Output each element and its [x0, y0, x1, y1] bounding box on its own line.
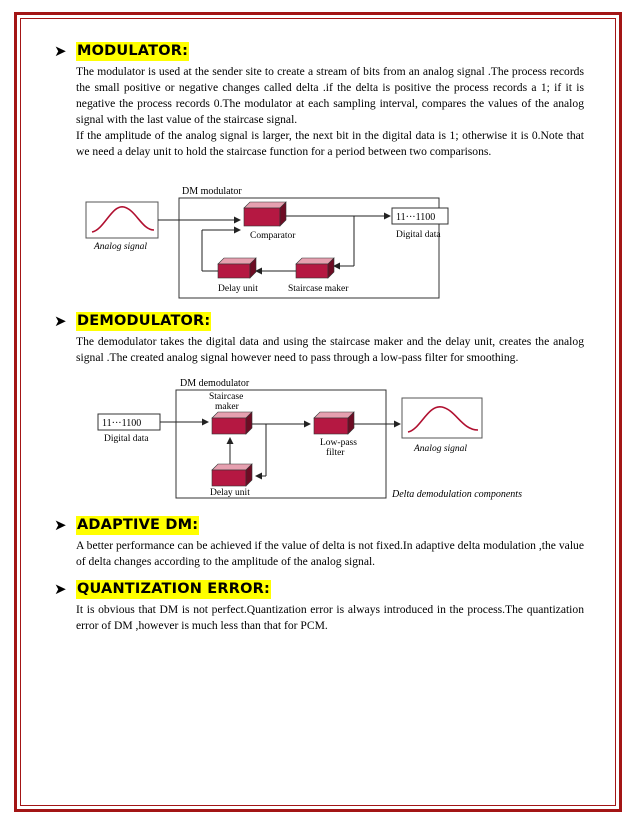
demodulation-caption: Delta demodulation components: [392, 489, 522, 500]
modulator-text-1: The modulator is used at the sender site to create a stream of bits from an analog signal .The process records the small positive or negative changes called delta .if the delta is positive the process records a 1; if it is negative the process records 0.The modulator at each sampling interval, compares the values of the analog signal with the last value of the staircase signal.: [76, 65, 584, 126]
modulator-paragraph: [76, 64, 584, 160]
delay-unit-block: [218, 258, 256, 278]
analog-signal-box: [402, 398, 482, 438]
quantization-heading: [54, 580, 584, 599]
staircase-label-line1: Staircase: [209, 392, 244, 402]
digital-bits: 11···1100: [102, 418, 142, 429]
staircase-maker-block: [212, 412, 252, 434]
delay-unit-label: Delay unit: [218, 284, 258, 294]
comparator-block: [244, 202, 286, 226]
dm-modulator-title: DM modulator: [182, 186, 242, 197]
adaptive-heading-text: ADAPTIVE DM:: [77, 517, 199, 533]
adaptive-heading: [54, 516, 584, 535]
staircase-maker-label: Staircase maker: [288, 284, 349, 294]
digital-data-label: Digital data: [396, 230, 441, 240]
low-pass-filter-block: [314, 412, 354, 434]
quantization-paragraph: [76, 602, 584, 634]
staircase-maker-block: [296, 258, 334, 278]
filter-label-line1: Low-pass: [320, 438, 357, 448]
filter-label-line2: filter: [326, 448, 345, 458]
demodulator-heading-text: DEMODULATOR:: [77, 313, 211, 329]
modulator-heading-text: MODULATOR:: [77, 43, 189, 59]
dm-modulator-diagram: [84, 180, 554, 302]
comparator-label: Comparator: [250, 231, 296, 241]
section-adaptive-dm: [54, 516, 584, 570]
modulator-heading: [54, 42, 584, 61]
section-modulator: [54, 42, 584, 160]
adaptive-text-1: A better performance can be achieved if the value of delta is not fixed.In adaptive delta modulation ,the value of delta changes according to the amplitude of the analog signal.: [76, 539, 584, 568]
delay-unit-block: [212, 464, 252, 486]
section-demodulator: [54, 312, 584, 366]
demodulator-heading: [54, 312, 584, 331]
quantization-text-1: It is obvious that DM is not perfect.Quantization error is always introduced in the process.The quantization error of DM ,however is much less than that for PCM.: [76, 603, 584, 632]
bullet-arrow-icon: ➤: [54, 580, 67, 598]
delay-unit-label: Delay unit: [210, 488, 250, 498]
analog-signal-label: Analog signal: [94, 242, 148, 252]
demodulator-paragraph: [76, 334, 584, 366]
modulator-text-2: If the amplitude of the analog signal is larger, the next bit in the digital data is 1; otherwise it is 0.Note that we need a delay unit to hold the staircase function for a period between two comparisons.: [76, 129, 584, 158]
section-quantization-error: [54, 580, 584, 634]
bullet-arrow-icon: ➤: [54, 42, 67, 60]
dm-demodulator-diagram: [96, 376, 566, 504]
bullet-arrow-icon: ➤: [54, 516, 67, 534]
bullet-arrow-icon: ➤: [54, 312, 67, 330]
demodulator-text-1: The demodulator takes the digital data and using the staircase maker and the delay unit, creates the analog signal .The created analog signal however need to pass through a low-pass filter for smoothing.: [76, 335, 584, 364]
digital-data-label: Digital data: [104, 434, 149, 444]
digital-bits: 11···1100: [396, 212, 436, 223]
analog-signal-label: Analog signal: [414, 444, 468, 454]
dm-demodulator-title: DM demodulator: [180, 378, 250, 389]
quantization-heading-text: QUANTIZATION ERROR:: [77, 581, 271, 597]
adaptive-paragraph: [76, 538, 584, 570]
staircase-label-line2: maker: [215, 402, 239, 412]
